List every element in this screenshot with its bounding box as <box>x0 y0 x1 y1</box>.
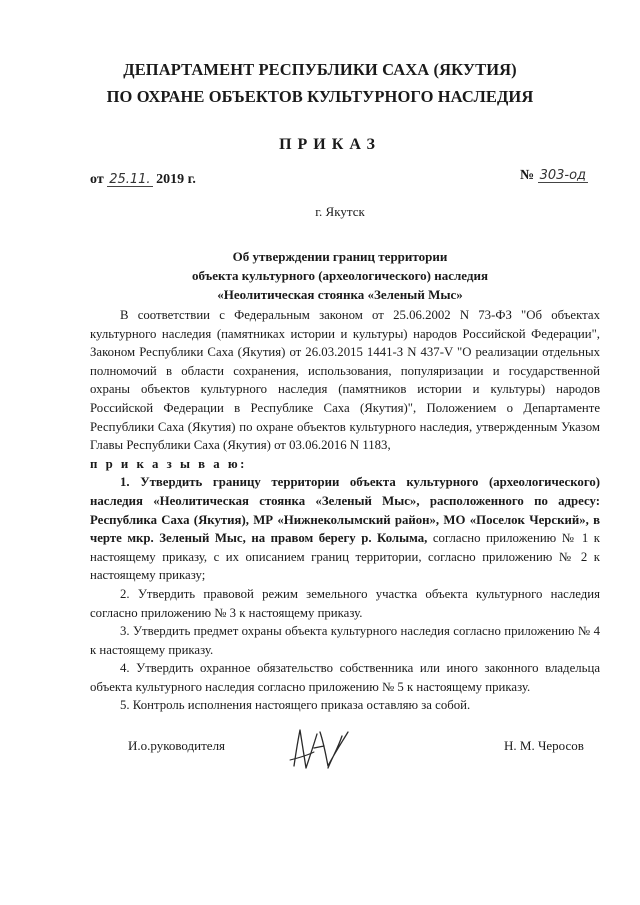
date-year: 2019 г. <box>156 172 196 187</box>
number-handwritten: 303-од <box>539 168 587 183</box>
order-title: ПРИКАЗ <box>279 136 381 153</box>
department-name-line1: ДЕПАРТАМЕНТ РЕСПУБЛИКИ САХА (ЯКУТИЯ) <box>123 60 517 79</box>
signatory-role: И.о.руководителя <box>128 738 226 753</box>
subject-line3: «Неолитическая стоянка «Зеленый Мыс» <box>217 287 463 302</box>
item-1-text: согласно приложению № 1 к настоящему приказу, с их описанием границ территории, согласно приложению № 2 к настоящему приказу; <box>90 531 600 583</box>
subject-line1: Об утверждении границ территории <box>232 249 448 264</box>
preamble-paragraph: В соответствии с Федеральным законом от 25.06.2002 N 73-ФЗ "Об объектах культурного наследия (памятниках истории и культуры) народов Российской Федерации", Законом Республики Саха (Якутия) от 26.03.2015 1441-З N 437-V "О реализации отдельных полномочий в области сохранения, использования, популяризации и государственной охраны объектов культурного наследия (памятников истории и культуры) народов Российской Федерации в Республике Саха (Якутия)", Положением о Департаменте Республики Саха (Якутия) по охране объектов культурного наследия, утвержденным Указом Главы Республики Саха (Якутия) от 03.06.2016 N 1183, <box>90 308 600 453</box>
order-number <box>520 168 588 184</box>
item-2: 2. Утвердить правовой режим земельного участка объекта культурного наследия согласно приложению № 3 к настоящему приказу. <box>90 586 600 620</box>
item-3: 3. Утвердить предмет охраны объекта культурного наследия согласно приложению № 4 к настоящему приказу. <box>90 624 600 657</box>
item-5: 5. Контроль исполнения настоящего приказа оставляю за собой. <box>120 698 471 713</box>
order-city: г. Якутск <box>315 204 365 219</box>
item-4: 4. Утвердить охранное обязательство собственника или иного законного владельца объекта культурного наследия согласно приложению № 5 к настоящему приказу. <box>90 661 600 694</box>
item-1 <box>90 473 600 585</box>
number-prefix: № <box>520 168 535 183</box>
order-body <box>90 306 600 715</box>
department-name-line2: ПО ОХРАНЕ ОБЪЕКТОВ КУЛЬТУРНОГО НАСЛЕДИЯ <box>106 87 534 106</box>
handwritten-signature <box>284 722 364 774</box>
date-prefix: от <box>90 172 104 187</box>
order-subject <box>0 247 640 304</box>
date-handwritten: 25.11. <box>109 172 151 187</box>
signatory-name: Н. М. Черосов <box>504 738 584 753</box>
item-1-bold-text: 1. Утвердить границу территории объекта культурного (археологического) наследия «Неолитическая стоянка «Зеленый Мыс», расположенного по адресу: Республика Саха (Якутия), МР «Нижнеколымский район», МО «Поселок Черский», в черте мкр. Зеленый Мыс, на правом берегу р. Колыма, <box>90 475 600 546</box>
subject-line2: объекта культурного (археологического) наследия <box>191 268 488 283</box>
decree-word: п р и к а з ы в а ю: <box>90 456 247 471</box>
order-date <box>90 172 196 188</box>
